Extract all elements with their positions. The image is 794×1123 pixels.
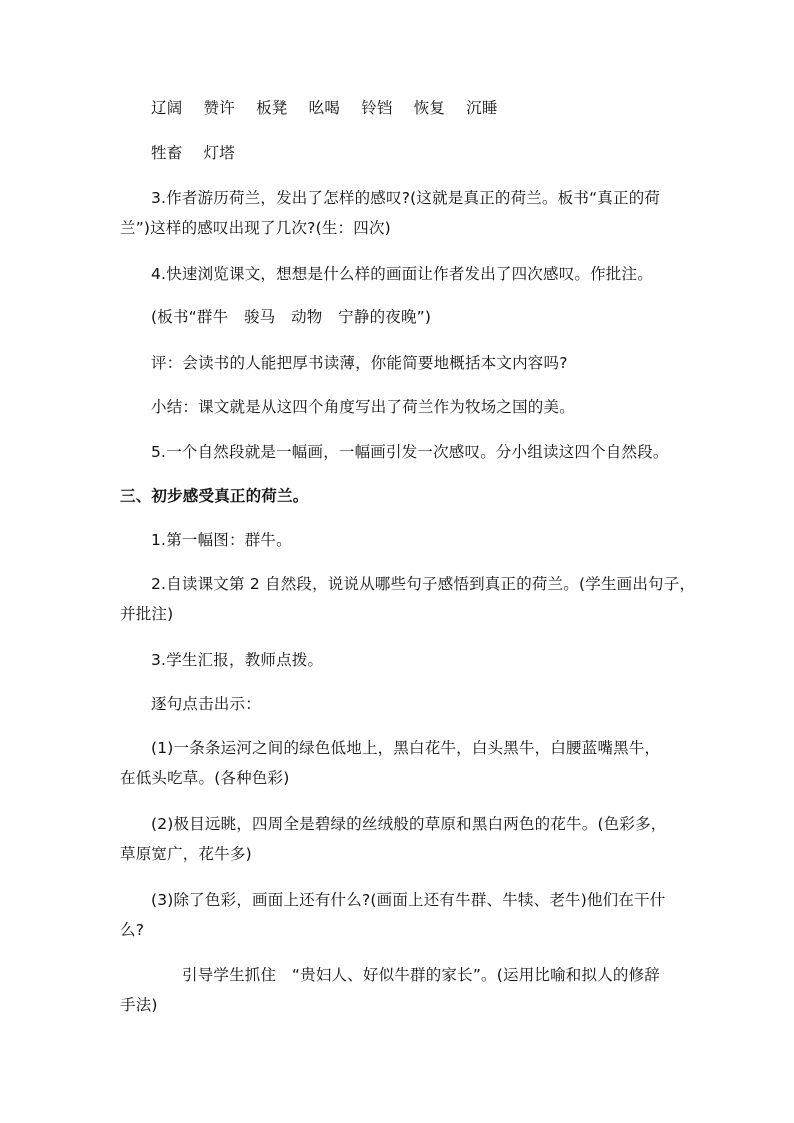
step-2-line-2: 并批注) (120, 605, 174, 623)
guide-line-1: 引导学生抓住 “贵妇人、好似牛群的家长”。(运用比喻和拟人的修辞 (182, 966, 661, 984)
summary-line: 小结：课文就是从这四个角度写出了荷兰作为牧场之国的美。 (151, 398, 575, 416)
vocab-word: 板凳 (256, 99, 288, 117)
paragraph-5: 5.一个自然段就是一幅画，一幅画引发一次感叹。分小组读这四个自然段。 (151, 443, 669, 461)
quote-3-line-1: (3)除了色彩，画面上还有什么?(画面上还有牛群、牛犊、老牛)他们在干什 (151, 891, 666, 909)
vocab-word: 牲畜 (151, 144, 183, 162)
quote-1-line-2: 在低头吃草。(各种色彩) (120, 769, 290, 787)
show-label: 逐句点击出示： (151, 695, 261, 713)
vocab-word: 辽阔 (151, 99, 183, 117)
quote-2-line-1: (2)极目远眺，四周全是碧绿的丝绒般的草原和黑白两色的花牛。(色彩多， (151, 815, 667, 833)
step-2-line-1: 2.自读课文第 2 自然段，说说从哪些句子感悟到真正的荷兰。(学生画出句子， (151, 575, 696, 593)
paragraph-4: 4.快速浏览课文，想想是什么样的画面让作者发出了四次感叹。作批注。 (151, 265, 653, 283)
vocab-word: 沉睡 (466, 99, 498, 117)
vocab-row-1 (151, 98, 498, 118)
comment-line: 评：会读书的人能把厚书读薄，你能简要地概括本文内容吗? (151, 354, 568, 372)
quote-1-line-1: (1)一条条运河之间的绿色低地上，黑白花牛，白头黑牛，白腰蓝嘴黑牛， (151, 739, 661, 757)
vocab-word: 赞许 (203, 99, 235, 117)
vocab-word: 铃铛 (361, 99, 393, 117)
step-3: 3.学生汇报，教师点拨。 (151, 651, 324, 669)
guide-line-2: 手法) (120, 996, 158, 1014)
vocab-row-2 (151, 143, 235, 163)
quote-3-line-2: 么? (120, 921, 145, 939)
vocab-word: 灯塔 (203, 144, 235, 162)
vocab-word: 吆喝 (308, 99, 341, 117)
quote-2-line-2: 草原宽广，花牛多) (120, 845, 252, 863)
board-note: (板书“群牛 骏马 动物 宁静的夜晚”) (151, 308, 432, 326)
paragraph-3-line-2: 兰”)这样的感叹出现了几次?(生：四次) (120, 219, 391, 237)
section-heading-3: 三、初步感受真正的荷兰。 (120, 487, 309, 505)
step-1: 1.第一幅图：群牛。 (151, 531, 292, 549)
vocab-word: 恢复 (413, 99, 446, 117)
paragraph-3-line-1: 3.作者游历荷兰，发出了怎样的感叹?(这就是真正的荷兰。板书“真正的荷 (151, 189, 661, 207)
